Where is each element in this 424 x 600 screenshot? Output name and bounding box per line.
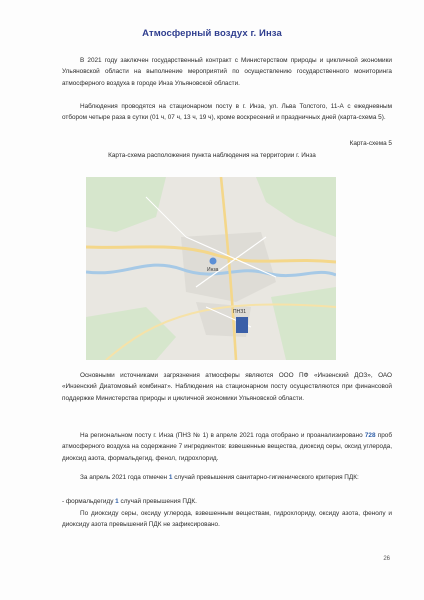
paragraph-no-exceedance: По диоксиду серы, оксиду углерода, взвешенным веществам, гидрохлориду, оксиду азота, фенолу и диоксиду азота превышений ПДК не зафиксировано. [62,510,392,529]
page-title: Атмосферный воздух г. Инза [142,28,282,39]
paragraph-observations: Наблюдения проводятся на стационарном посту в г. Инза, ул. Льва Толстого, 11-А с ежедневным отбором четыре раза в сутки (01 ч, 07 ч, 13 ч, 19 ч), кроме воскресений и праздничных дней (карта-схема 5). [62,103,392,122]
city-label: Инза [207,267,219,273]
samples-count: 728 [364,432,376,439]
post-label: ПНЗ1 [233,309,247,315]
page-number: 26 [383,556,390,562]
map-scheme-label: Карта-схема 5 [349,140,392,147]
paragraph-samples [62,430,392,464]
paragraph-exceedance [62,472,392,483]
bullet-formaldehyde [62,496,392,507]
exceedance-text-start: За апрель 2021 года отмечен [80,474,169,481]
bullet-text-start: - формальдегиду [62,498,116,505]
city-map [86,177,336,360]
samples-text-start: На региональном посту г. Инза (ПНЗ № 1) в апреле 2021 года отобрано и проанализировано [80,432,365,439]
paragraph-sources: Основными источниками загрязнения атмосферы являются ООО ПФ «Инзенский ДОЗ», ОАО «Инзенский Диатомовый комбинат». Наблюдения на стационарном посту осуществляются при финансовой поддержке Министерства природы и цикличной экономики Ульяновской области. [62,372,392,402]
bullet-count: 1 [115,498,119,505]
exceedance-text-end: случай превышения санитарно-гигиенического критерия ПДК: [172,474,359,481]
exceedance-count: 1 [168,474,173,481]
post-marker [236,317,248,333]
city-marker [210,258,217,265]
map-caption: Карта-схема расположения пункта наблюдения на территории г. Инза [108,152,316,159]
samples-text-end: проб атмосферного воздуха на содержание 7 ингредиентов: взвешенные вещества, диоксид серы, оксид углерода, диоксид азота, формальдегид, фенол, гидрохлорид. [62,432,392,462]
bullet-text-end: случай превышения ПДК. [118,498,197,505]
paragraph-contract: В 2021 году заключен государственный контракт с Министерством природы и цикличной экономики Ульяновской области на выполнение мероприятий по осуществлению государственного мониторинга атмосферного воздуха в городе Инза Ульяновской области. [62,57,392,87]
